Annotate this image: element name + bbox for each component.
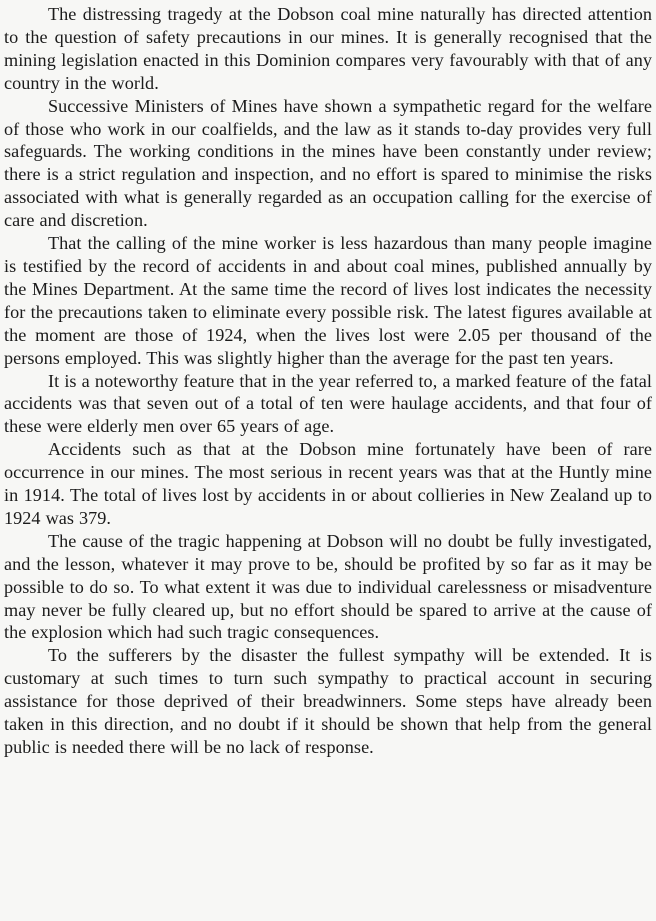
article-paragraph-4: It is a noteworthy feature that in the year referred to, a marked feature of the fatal accidents was that seven out of a total of ten were haulage accidents, and that four of these were elderly men over 65 years of age.: [4, 370, 652, 437]
article-paragraph-2: Successive Ministers of Mines have shown a sympathetic regard for the welfare of those who work in our coalfields, and the law as it stands to-day provides very full safeguards. The working conditions in the mines have been constantly under review; there is a strict regulation and inspection, and no effort is spared to minimise the risks associated with what is generally regarded as an occupation calling for the exercise of care and discretion.: [4, 95, 652, 231]
article-paragraph-6: The cause of the tragic happening at Dobson will no doubt be fully investigated, and the lesson, whatever it may prove to be, should be profited by so far as it may be possible to do so. To what extent it was due to individual carelessness or misadventure may never be fully cleared up, but no effort should be spared to arrive at the cause of the explosion which had such tragic consequences.: [4, 530, 652, 643]
article-paragraph-7: To the sufferers by the disaster the fullest sympathy will be extended. It is customary at such times to turn such sympathy to practical account in securing assistance for those deprived of their breadwinners. Some steps have already been taken in this direction, and no doubt if it should be shown that help from the general public is needed there will be no lack of response.: [4, 645, 652, 757]
article-paragraph-3: That the calling of the mine worker is less hazardous than many people imagine is testified by the record of accidents in and about coal mines, published annually by the Mines Department. At the same time the record of lives lost indicates the necessity for the precautions taken to eliminate every possible risk. The latest figures available at the moment are those of 1924, when the lives lost were 2.05 per thousand of the persons employed. This was slightly higher than the average for the past ten years.: [4, 233, 652, 368]
article-paragraph-5: Accidents such as that at the Dobson mine fortunately have been of rare occurrence in our mines. The most serious in recent years was that at the Huntly mine in 1914. The total of lives lost by accidents in or about collieries in New Zealand up to 1924 was 379.: [4, 439, 652, 528]
article-paragraph-1: The distressing tragedy at the Dobson coal mine naturally has directed attention to the question of safety precautions in our mines. It is generally recognised that the mining legislation enacted in this Dominion compares very favourably with that of any country in the world.: [4, 4, 652, 93]
